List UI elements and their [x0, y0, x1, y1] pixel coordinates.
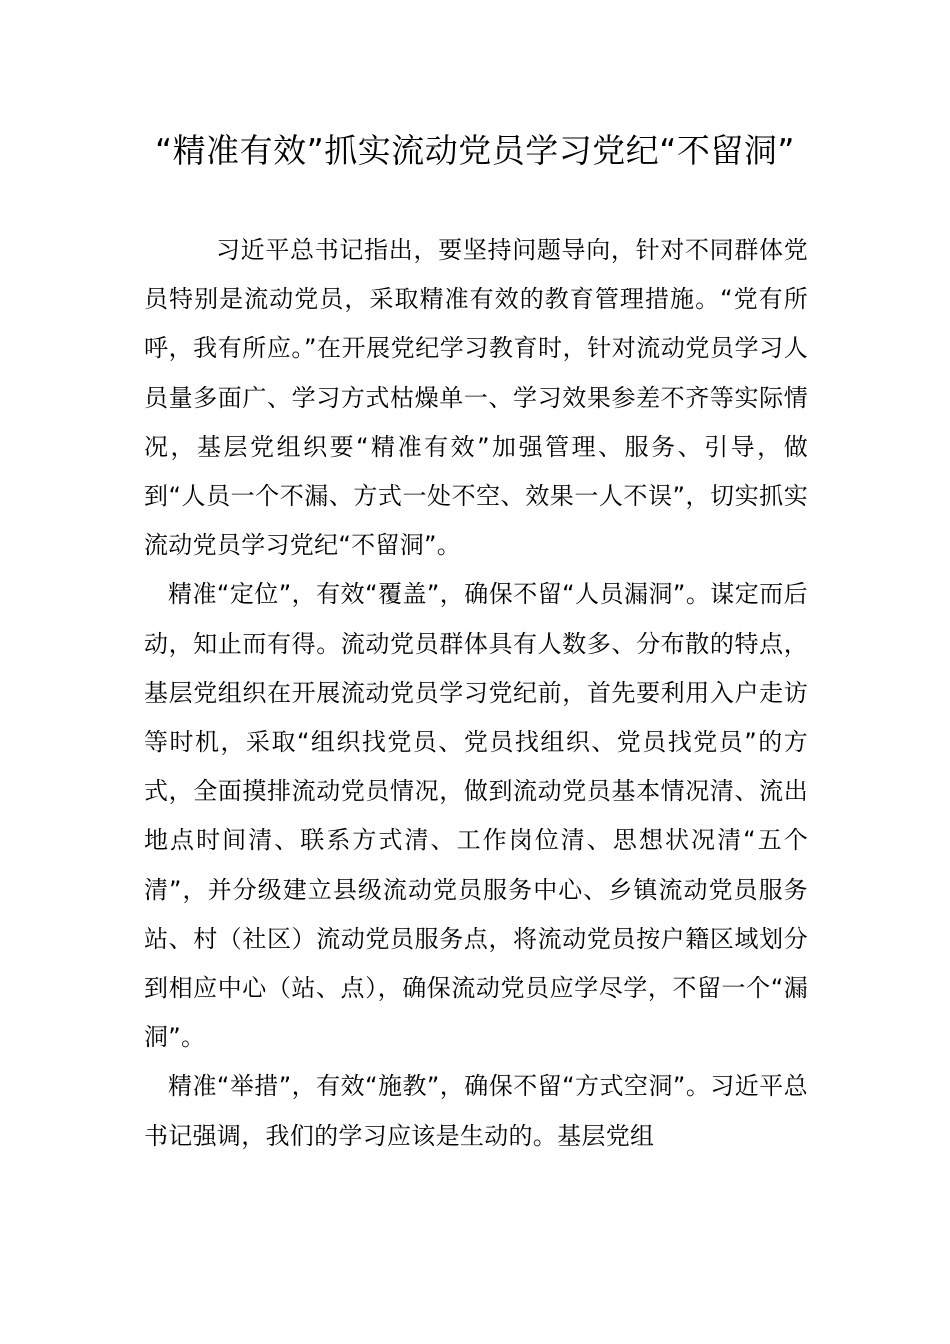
document-body	[144, 226, 808, 1161]
paragraph-measures: 精准“举措”，有效“施教”，确保不留“方式空洞”。习近平总书记强调，我们的学习应该是生动的。基层党组	[144, 1072, 808, 1150]
document-title: “精准有效”抓实流动党员学习党纪“不留洞”	[155, 131, 795, 170]
paragraph-intro: 习近平总书记指出，要坚持问题导向，针对不同群体党员特别是流动党员，采取精准有效的教育管理措施。“党有所呼，我有所应。”在开展党纪学习教育时，针对流动党员学习人员量多面广、学习方式枯燥单一、学习效果参差不齐等实际情况，基层党组织要“精准有效”加强管理、服务、引导，做到“人员一个不漏、方式一处不空、效果一人不误”，切实抓实流动党员学习党纪“不留洞”。	[144, 236, 808, 560]
paragraph-positioning: 精准“定位”，有效“覆盖”，确保不留“人员漏洞”。谋定而后动，知止而有得。流动党员群体具有人数多、分布散的特点，基层党组织在开展流动党员学习党纪前，首先要利用入户走访等时机，采取“组织找党员、党员找组织、党员找党员”的方式，全面摸排流动党员情况，做到流动党员基本情况清、流出地点时间清、联系方式清、工作岗位清、思想状况清“五个清”，并分级建立县级流动党员服务中心、乡镇流动党员服务站、村（社区）流动党员服务点，将流动党员按户籍区域划分到相应中心（站、点），确保流动党员应学尽学，不留一个“漏洞”。	[144, 580, 808, 1052]
